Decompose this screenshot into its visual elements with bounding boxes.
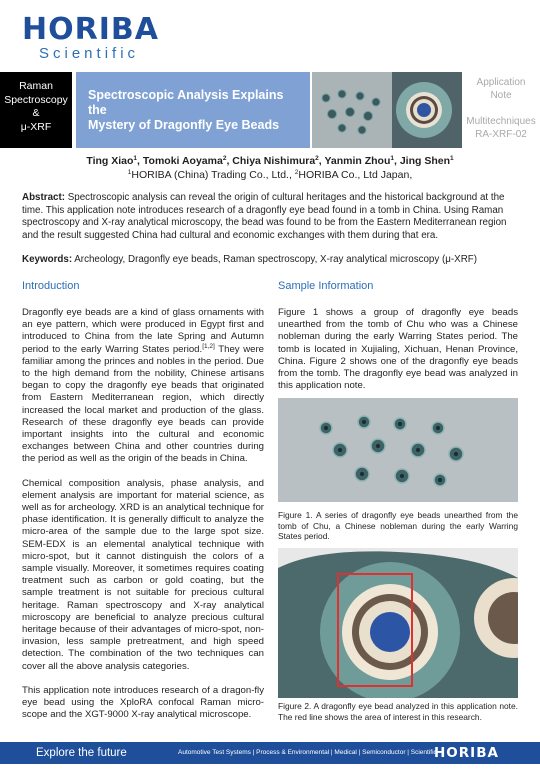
keywords-text: Archeology, Dragonfly eye beads, Raman spectroscopy, X-ray analytical microscopy (μ-XRF) xyxy=(72,254,478,265)
author-sup: 2 xyxy=(315,155,319,162)
category-line: Spectroscopy xyxy=(4,93,68,106)
appnote-line: Application xyxy=(476,77,526,88)
horiba-scientific-logo xyxy=(22,14,172,62)
intro-paragraph-3: This application note introduces research of a dragon-fly eye bead using the XploRA confocal Raman micro-scope and the XGT-9000 X-ray analytical microscope. xyxy=(22,684,264,721)
keywords xyxy=(22,254,518,267)
author: Ting Xiao xyxy=(86,155,134,167)
figure-2-bead-closeup-photo xyxy=(278,548,518,698)
introduction-heading: Introduction xyxy=(22,280,80,292)
footer-divisions: Automotive Test Systems | Process & Environmental | Medical | Semiconductor | Scientific xyxy=(178,749,437,756)
author: Jing Shen xyxy=(399,155,451,167)
author: Yanmin Zhou xyxy=(324,155,391,167)
abstract-label: Abstract: xyxy=(22,192,66,203)
appnote-line: Note xyxy=(490,90,512,101)
author-sup: 1 xyxy=(390,155,394,162)
title-line: Mystery of Dragonfly Eye Beads xyxy=(88,118,280,132)
introduction-body xyxy=(22,307,264,734)
abstract xyxy=(22,192,518,242)
title-line: Spectroscopic Analysis Explains the xyxy=(88,88,284,117)
banner-bead-closeup-image xyxy=(392,72,462,148)
banner-bead-group-image xyxy=(312,72,392,148)
logo-sub: Scientific xyxy=(39,45,140,62)
footer-logo: HORIBA xyxy=(434,745,499,761)
sample-information-body xyxy=(278,307,518,404)
sample-information-heading: Sample Information xyxy=(278,280,374,292)
logo-main: HORIBA xyxy=(22,12,159,47)
category-line: & xyxy=(32,107,40,119)
author-sup: 1 xyxy=(450,155,454,162)
figure-1-caption: Figure 1. A series of dragonfly eye beads unearthed from the tomb of Chu, a Chinese nobleman during the early Warring States period. xyxy=(278,510,518,541)
sample-paragraph-1: Figure 1 shows a group of dragonfly eye beads unearthed from the tomb of Chu who was a Chinese nobleman during the early Warring States period. The tomb is located in Xujialing, Xichuan, Henan Province, China. Figure 2 shows one of the dragonfly eye beads from the tomb. The dragonfly eye bead was analyzed in this application note. xyxy=(278,307,518,392)
category-line: Raman xyxy=(19,80,53,92)
author-list: Ting Xiao$^1$, Tomoki Aoyama$^2$, Chiya Nishimura$^2$, Yanmin Zhou$^1$, Jing Shen$^1$ xyxy=(86,155,454,167)
document-title xyxy=(76,72,310,148)
footer-bar xyxy=(0,742,540,764)
footer-tagline: Explore the future xyxy=(36,747,127,759)
figure-1-bead-group-photo xyxy=(278,398,518,502)
figure-2-caption: Figure 2. A dragonfly eye bead analyzed in this application note. The red line shows the area of interest in this research. xyxy=(278,701,518,722)
appnote-number: RA-XRF-02 xyxy=(475,129,527,140)
author: Chiya Nishimura xyxy=(232,155,316,167)
technique-category xyxy=(0,72,72,148)
category-line: μ-XRF xyxy=(20,120,52,133)
intro-paragraph-1 xyxy=(22,307,264,466)
author: Tomoki Aoyama xyxy=(142,155,223,167)
affil-sup: 1 xyxy=(127,169,132,176)
appnote-line: Multitechniques xyxy=(466,116,536,127)
affiliation-1: HORIBA (China) Trading Co., Ltd., xyxy=(131,169,295,181)
title-banner xyxy=(0,72,540,148)
application-note-label xyxy=(462,72,540,148)
author-sup: 1 xyxy=(133,155,138,162)
abstract-text: Spectroscopic analysis can reveal the origin of cultural heritages and the historical background at the time. This application note introduces research of a dragonfly eye bead found in a tomb in China. Using Raman spectroscopy and X-ray analytical microscopy, the bead was found to be from the Eastern Mediterranean region and the result suggested China had cultural and economic exchanges with them during that era. xyxy=(22,192,507,241)
intro-reference: [1,2] xyxy=(202,342,215,350)
author-sup: 2 xyxy=(222,155,227,162)
affiliations xyxy=(0,169,540,182)
intro-paragraph-2: Chemical composition analysis, phase analysis, and element analysis are important for material science, as well as for archeology. XRD is an analytical technique for phase identification. It is generally difficult to analyze the micro-area of the sample due to the large spot size. SEM-EDX is an elemental analytical technique with micro-spot, but it cannot distinguish the colors of a sample visually. Moreover, it sometimes requires coating treatment such as carbon or gold coating, but the sample treatment is not suitable for precious cultural heritage. Raman spectroscopy and X-ray analytical microscopy are beneficial to analyze precious cultural heritage because of their advantages of micro-spot, non-invasion, less sample pretreatment, and high speed detection. The combination of the two techniques can cover all the above analysis categories. xyxy=(22,477,264,672)
affil-sup: 2 xyxy=(294,169,299,176)
intro-p1-text: Dragonfly eye beads are a kind of glass ornaments with an eye pattern, which were produced in Egypt first and introduced to China from the late Spring and Autumn period to the early Warring States period. xyxy=(22,307,264,355)
keywords-label: Keywords: xyxy=(22,254,73,265)
affiliation-2: HORIBA Co., Ltd Japan, xyxy=(298,169,413,181)
intro-p1-text-cont: They were familiar among the princes and nobles in the period. Due to the high demand from the nobility, Chinese artisans began to copy the dragonfly eye beads that originated from Eastern Mediterranean region, which directly increased the local market and production of the glass. Research of these dragonfly eye beads can provide important insights into the cultural and economic exchanges between China and other countries during the period as well as the origin of the beads in China. xyxy=(22,343,264,465)
